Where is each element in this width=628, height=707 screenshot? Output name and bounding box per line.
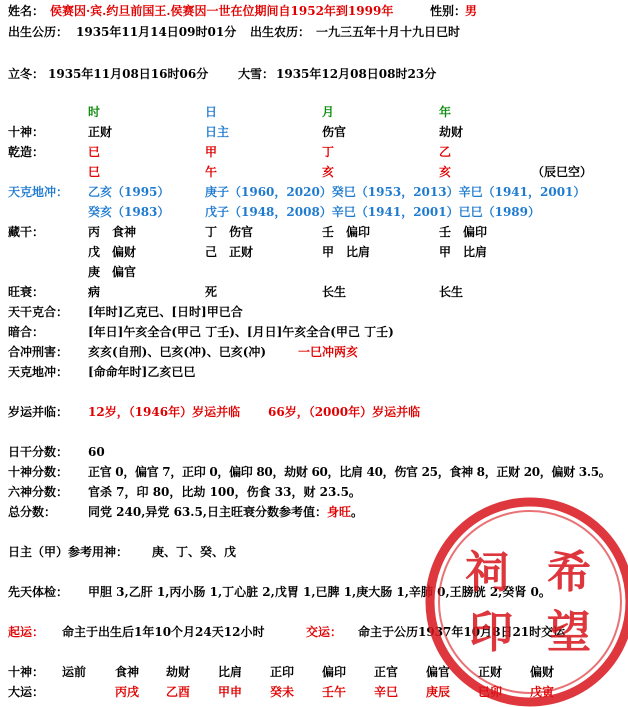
birth-lunar-label: 出生农历：: [250, 25, 311, 39]
seal-char: 望: [547, 607, 591, 658]
canggan-cell: 庚 偏官: [88, 265, 137, 279]
wangshuai-day: 死: [205, 285, 218, 299]
dayun-shishen: 运前: [62, 665, 87, 679]
hechong-value: 亥亥(自刑)、巳亥(冲)、巳亥(冲): [88, 345, 267, 359]
total-score-end: 。: [351, 505, 364, 519]
seal-char: 印: [469, 607, 513, 658]
pillar-header-year: 年: [439, 105, 452, 119]
anhe-value: [年日]午亥全合(甲己 丁壬)、[月日]午亥全合(甲己 丁壬): [88, 325, 394, 339]
stem-hour: 已: [88, 145, 101, 159]
stem-year: 乙: [439, 145, 452, 159]
stem-day: 甲: [205, 145, 218, 159]
canggan-cell: 己 正财: [205, 245, 254, 259]
pillar-header-day: 日: [205, 105, 218, 119]
shishen-score-label: 十神分数：: [8, 465, 69, 479]
hechong-label: 合冲刑害：: [8, 345, 69, 359]
dayun-shishen-label: 十神：: [8, 665, 45, 679]
wangshuai-year: 长生: [439, 285, 464, 299]
wangshuai-label: 旺衰：: [8, 285, 45, 299]
dayun-shishen: 偏官: [426, 665, 451, 679]
dayun-pillar: 戊寅: [530, 685, 555, 699]
name-label: 姓名：: [8, 4, 45, 18]
shishen-day: 日主: [205, 125, 230, 139]
dayun-shishen: 比肩: [218, 665, 243, 679]
rigan-value: 60: [88, 445, 105, 459]
dayun-shishen: 劫财: [166, 665, 191, 679]
tijian-label: 先天体检：: [8, 585, 69, 599]
seal-char: 希: [547, 547, 591, 598]
birth-solar-label: 出生公历：: [8, 25, 69, 39]
seal-stamp: [425, 497, 628, 707]
suiyun-label: 岁运并临：: [8, 405, 69, 419]
branch-month: 亥: [322, 165, 335, 179]
dayun-label: 大运：: [8, 685, 45, 699]
tkdc-label: 天克地冲：: [8, 185, 69, 199]
suiyun-item: 66岁，（2000年）岁运并临: [268, 405, 421, 419]
daxue-label: 大雪：: [238, 67, 275, 81]
liuqin-score-label: 六神分数：: [8, 485, 69, 499]
wangshuai-month: 长生: [322, 285, 347, 299]
pillar-header-month: 月: [322, 105, 335, 119]
anhe-label: 暗合：: [8, 325, 45, 339]
tkdc2-value: [命命年时]乙亥已巳: [88, 365, 196, 379]
tkdc-row2-rest: 戊子（1948，2008）辛巳（1941，2001）已巳（1989）: [205, 205, 540, 219]
dayun-pillar: 辛巳: [374, 685, 399, 699]
dayun-shishen: 偏财: [530, 665, 555, 679]
shishen-score-value: 正官 0，偏官 7，正印 0，偏印 80，劫财 60，比肩 40，伤官 25，食神 8，正财 20，偏财 3.5。: [88, 465, 611, 479]
total-score-value: 同党 240,异党 63.5,日主旺衰分数参考值：: [88, 505, 327, 519]
liuqin-score-value: 官杀 7，印 80，比劫 100，伤食 33，财 23.5。: [88, 485, 361, 499]
pillar-header-hour: 时: [88, 105, 101, 119]
dayun-pillar: 已卯: [478, 685, 503, 699]
shishen-year: 劫财: [439, 125, 464, 139]
wangshuai-hour: 病: [88, 285, 101, 299]
canggan-cell: 戊 偏财: [88, 245, 137, 259]
seal-char: 祠: [465, 547, 509, 598]
birth-solar-value: 1935年11月14日09时01分: [76, 25, 237, 39]
shishen-label: 十神：: [8, 125, 45, 139]
lidong-value: 1935年11月08日16时06分: [48, 67, 209, 81]
dayun-pillar: 丙戌: [115, 685, 140, 699]
tkdc-row1-hour: 乙亥（1995）: [88, 185, 170, 199]
gender-label: 性别：: [430, 4, 467, 18]
qianzao-label: 乾造：: [8, 145, 45, 159]
dayun-shishen: 偏印: [322, 665, 347, 679]
stem-month: 丁: [322, 145, 335, 159]
dayun-pillar: 庚辰: [426, 685, 451, 699]
canggan-cell: 甲 比肩: [322, 245, 371, 259]
lidong-label: 立冬：: [8, 67, 45, 81]
branch-day: 午: [205, 165, 218, 179]
tijian-value: 甲胆 3,乙肝 1,丙小肠 1,丁心脏 2,戊胃 1,已脾 1,庚大肠 1,辛肺 0,王膀胱 2,癸肾 0。: [88, 585, 551, 599]
dayun-pillar: 乙酉: [166, 685, 191, 699]
rigan-label: 日干分数：: [8, 445, 69, 459]
dayun-shishen: 食神: [115, 665, 140, 679]
qiyun-value: 命主于出生后1年10个月24天12小时: [62, 625, 265, 639]
branch-hour: 巳: [88, 165, 101, 179]
yongshen-value: 庚、丁、癸、戊: [152, 545, 237, 559]
total-score-label: 总分数：: [8, 505, 57, 519]
tkdc-row1-rest: 庚子（1960，2020）癸巳（1953，2013）辛巳（1941，2001）: [205, 185, 586, 199]
dayun-shishen: 正印: [270, 665, 295, 679]
canggan-cell: 壬 偏印: [322, 225, 371, 239]
jiaoyun-value: 命主于公历1937年10月8日21时交运: [358, 625, 566, 639]
tiangan-value: [年时]乙克已、[日时]甲已合: [88, 305, 243, 319]
daxue-value: 1935年12月08日08时23分: [276, 67, 437, 81]
dayun-shishen: 正财: [478, 665, 503, 679]
qiyun-label: 起运：: [8, 625, 45, 639]
dayun-pillar: 壬午: [322, 685, 347, 699]
canggan-cell: 丁 伤官: [205, 225, 254, 239]
dayun-pillar: 癸未: [270, 685, 295, 699]
dayun-pillar: 甲申: [218, 685, 243, 699]
canggan-cell: 甲 比肩: [439, 245, 488, 259]
canggan-label: 藏干：: [8, 225, 45, 239]
canggan-cell: 丙 食神: [88, 225, 137, 239]
name-value: 侯赛因·宾.约旦前国王.侯赛因一世在位期间自1952年到1999年: [50, 4, 394, 18]
dayun-shishen: 正官: [374, 665, 399, 679]
tiangan-label: 天干克合：: [8, 305, 69, 319]
gender-value: 男: [465, 4, 478, 18]
hechong-extra: 一巳冲两亥: [298, 345, 359, 359]
tkdc2-label: 天克地冲：: [8, 365, 69, 379]
shishen-hour: 正财: [88, 125, 113, 139]
total-score-result: 身旺: [327, 505, 352, 519]
yongshen-label: 日主（甲）参考用神：: [8, 545, 129, 559]
kong-wang: （辰巳空）: [532, 165, 593, 179]
branch-year: 亥: [439, 165, 452, 179]
canggan-cell: 壬 偏印: [439, 225, 488, 239]
birth-lunar-value: 一九三五年十月十九日巳时: [316, 25, 461, 39]
tkdc-row2-hour: 癸亥（1983）: [88, 205, 170, 219]
jiaoyun-label: 交运：: [306, 625, 343, 639]
suiyun-item: 12岁，（1946年）岁运并临: [88, 405, 241, 419]
shishen-month: 伤官: [322, 125, 347, 139]
total-score-line: [88, 504, 363, 520]
